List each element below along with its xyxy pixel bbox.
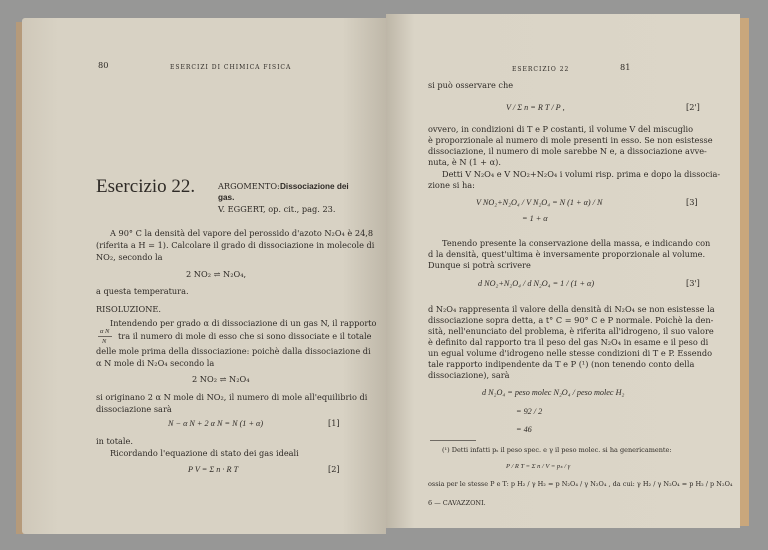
- text-line: dissociazione, il numero di mole sarebbe N e, a dissociazione avve-: [428, 146, 707, 156]
- problem-line: NO₂, secondo la: [96, 252, 163, 262]
- equation-4-step: = 92 / 2: [516, 407, 543, 416]
- reference: V. EGGERT, op. cit., pag. 23.: [218, 204, 336, 214]
- problem-line: (riferita a H = 1). Calcolare il grado di dissociazione in molecole di: [96, 240, 375, 250]
- text-line: nuta, è N (1 + α).: [428, 157, 501, 167]
- running-head: ESERCIZIO 22: [512, 66, 570, 73]
- problem-line: a questa temperatura.: [96, 286, 189, 296]
- exercise-title: Esercizio 22.: [96, 176, 196, 197]
- solution-line: Intendendo per grado α di dissociazione di un gas N, il rapporto: [110, 318, 377, 328]
- reaction-equation: 2 NO₂ ⇌ N₂O₄: [192, 374, 250, 384]
- running-head: ESERCIZI DI CHIMICA FISICA: [170, 64, 292, 71]
- solution-line: delle mole prima della dissociazione: poichè dalla dissociazione di: [96, 346, 371, 356]
- equation-2: P V = Σ n · R T: [188, 465, 239, 474]
- equation-label: [2']: [686, 102, 700, 112]
- equation-label: [3']: [686, 278, 700, 288]
- equation-3-prime: d NO₂+N₂O₄ / d N₂O₄ = 1 / (1 + α): [478, 279, 595, 288]
- equation-label: [3]: [686, 197, 698, 207]
- footnote: (¹) Detti infatti pₛ il peso spec. e γ il peso molec. si ha genericamente:: [442, 446, 672, 454]
- text-line: è proporzionale al numero di mole presenti in esso. Se non esistesse: [428, 135, 713, 145]
- solution-line: tra il numero di mole di esso che si sono dissociate e il totale: [118, 331, 372, 341]
- printer-signature: 6 — CAVAZZONI.: [428, 499, 486, 507]
- footnote-equation: P / R T = Σ n / V = pₛ / γ: [506, 463, 571, 470]
- page-number: 81: [620, 62, 631, 72]
- solution-line: dissociazione sarà: [96, 404, 172, 414]
- text-line: sità, nell'enunciato del problema, è riferita all'idrogeno, il suo valore: [428, 326, 714, 336]
- footnote-rule: [430, 440, 476, 441]
- equation-4: d N₂O₄ = peso molec N₂O₄ / peso molec H₂: [482, 388, 625, 397]
- equation-3-result: = 1 + α: [522, 214, 548, 223]
- argomento-value-cont: gas.: [218, 193, 235, 202]
- page-number: 80: [98, 60, 109, 70]
- reaction-equation: 2 NO₂ ⇌ N₂O₄,: [186, 269, 247, 279]
- solution-line: si originano 2 α N mole di NO₂, il numero di mole all'equilibrio di: [96, 392, 368, 402]
- text-line: dissociazione sopra detta, a t° C = 90° C e P normale. Poichè la den-: [428, 315, 714, 325]
- solution-line: α N mole di N₂O₄ secondo la: [96, 358, 215, 368]
- left-page: [22, 18, 386, 534]
- equation-1: N − α N + 2 α N = N (1 + α): [168, 419, 264, 428]
- problem-line: A 90° C la densità del vapore del perossido d'azoto N₂O₄ è 24,8: [110, 228, 374, 238]
- solution-heading: RISOLUZIONE.: [96, 304, 161, 314]
- text-line: d N₂O₄ rappresenta il valore della densità di N₂O₄ se non esistesse la: [428, 304, 715, 314]
- footnote: ossia per le stesse P e T: p H₂ / γ H₂ = p N₂O₄ / γ N₂O₄ , da cui: γ H₂ / γ N₂O₄ = p H₂ / p N₂O₄: [428, 480, 733, 488]
- equation-4-result: = 46: [516, 425, 532, 434]
- text-line: Detti V N₂O₄ e V NO₂+N₂O₄ i volumi risp. prima e dopo la dissocia-: [442, 169, 721, 179]
- argomento-value: Dissociazione dei: [280, 182, 349, 191]
- equation-3: V NO₂+N₂O₄ / V N₂O₄ = N (1 + α) / N: [476, 198, 603, 207]
- text-line: Tenendo presente la conservazione della massa, e indicando con: [442, 238, 711, 248]
- text-line: Ricordando l'equazione di stato dei gas ideali: [110, 448, 299, 458]
- text-line: d la densità, quest'ultima è inversamente proporzionale al volume.: [428, 249, 706, 259]
- text-line: Dunque si potrà scrivere: [428, 260, 531, 270]
- equation-1-label: [1]: [328, 418, 340, 428]
- text-line: dissociazione), sarà: [428, 370, 510, 380]
- text-line: è definito dal rapporto tra il peso del gas N₂O₄ in esame e il peso di: [428, 337, 709, 347]
- text-line: zione si ha:: [428, 180, 475, 190]
- text-line: un egual volume d'idrogeno nelle stesse condizioni di T e P. Essendo: [428, 348, 713, 358]
- equation-2-label: [2]: [328, 464, 340, 474]
- text-line: si può osservare che: [428, 80, 514, 90]
- text-line: tale rapporto indipendente da T e P (¹) (non tenendo conto della: [428, 359, 695, 369]
- argomento-label: ARGOMENTO:: [218, 181, 280, 191]
- text-line: in totale.: [96, 436, 133, 446]
- equation-2-prime: V / Σ n = R T / P ,: [506, 103, 565, 112]
- right-page: [386, 14, 740, 528]
- fraction-denominator: N: [102, 338, 107, 345]
- text-line: ovvero, in condizioni di T e P costanti, il volume V del miscuglio: [428, 124, 694, 134]
- fraction-numerator: α N: [100, 328, 110, 335]
